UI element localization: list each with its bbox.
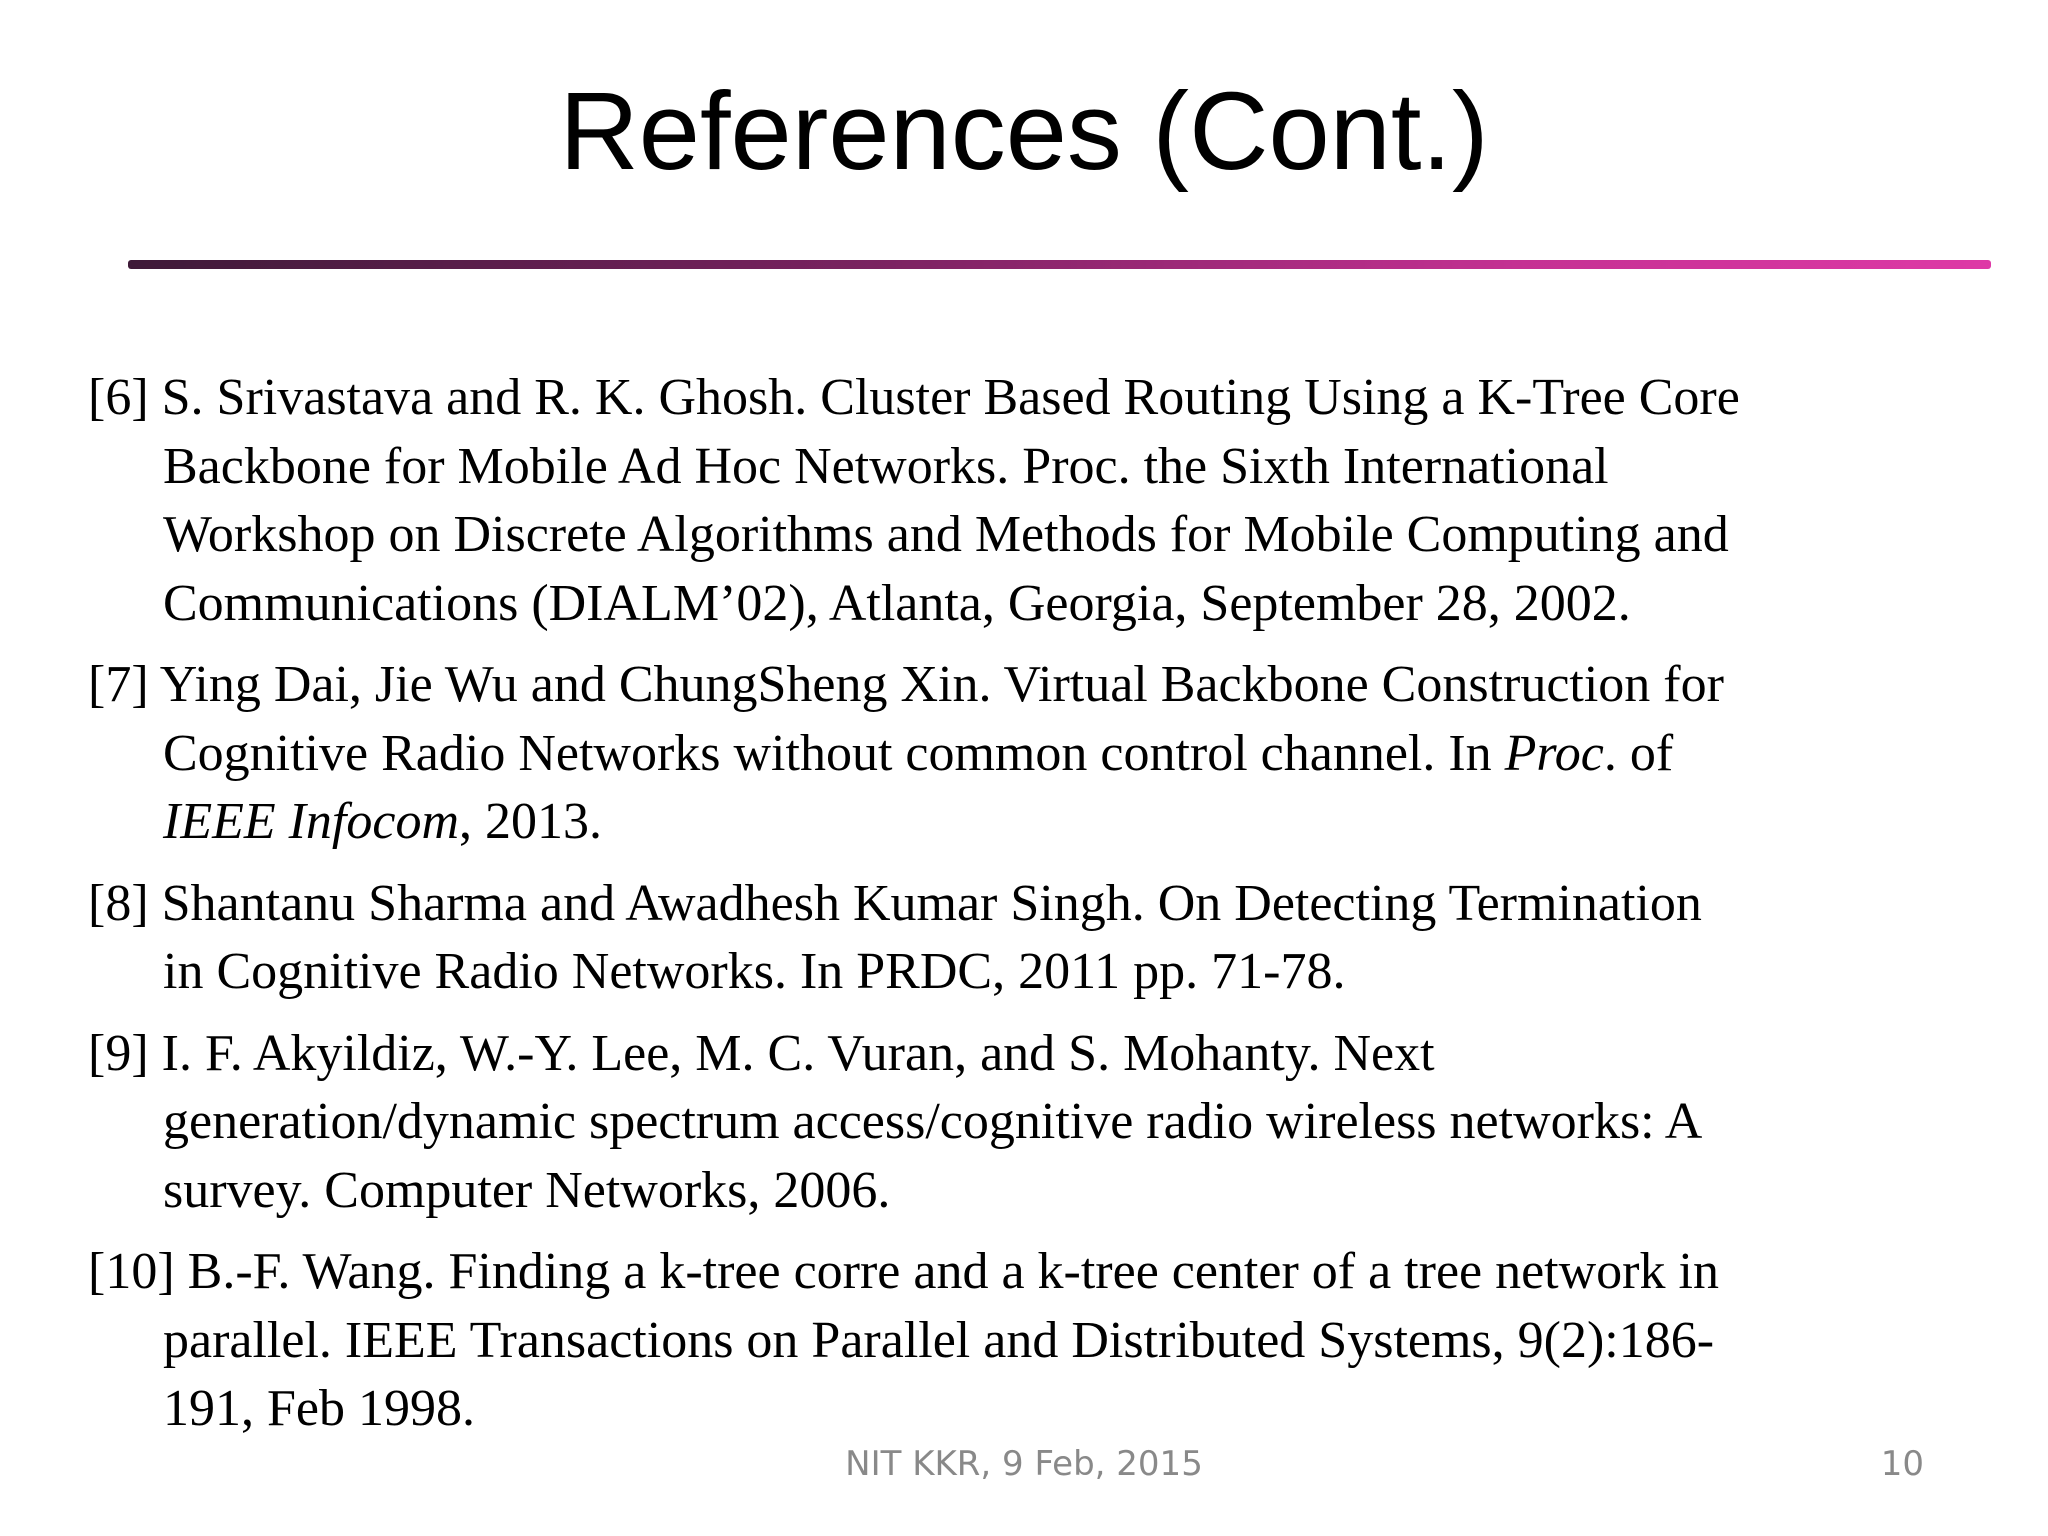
reference-8 <box>88 870 2008 1007</box>
reference-italic-text: Proc <box>1504 724 1604 782</box>
page-number: 10 <box>1880 1444 1924 1484</box>
reference-text: , 2013. <box>459 793 603 850</box>
reference-line: Backbone for Mobile Ad Hoc Networks. Proc. the Sixth International <box>163 437 1609 495</box>
reference-line <box>88 720 2008 789</box>
reference-line: survey. Computer Networks, 2006. <box>163 1161 891 1219</box>
reference-7 <box>88 651 2008 857</box>
reference-text: . of <box>1603 724 1674 782</box>
reference-list <box>88 364 2008 1457</box>
reference-10 <box>88 1238 2008 1444</box>
slide-footer: NIT KKR, 9 Feb, 2015 <box>845 1444 1203 1484</box>
reference-text: Cognitive Radio Networks without common control channel. In <box>163 724 1505 782</box>
reference-line: [9] I. F. Akyildiz, W.-Y. Lee, M. C. Vuran, and S. Mohanty. Next <box>88 1024 1435 1082</box>
reference-line: Communications (DIALM’02), Atlanta, Georgia, September 28, 2002. <box>163 574 1631 632</box>
reference-line: [6] S. Srivastava and R. K. Ghosh. Cluster Based Routing Using a K-Tree Core <box>88 369 1740 426</box>
reference-italic-text: IEEE Infocom <box>163 793 460 850</box>
reference-line: Workshop on Discrete Algorithms and Methods for Mobile Computing and <box>163 506 1729 563</box>
reference-line: [7] Ying Dai, Jie Wu and ChungSheng Xin. Virtual Backbone Construction for <box>88 656 1724 713</box>
slide-title: References (Cont.) <box>559 70 1489 193</box>
reference-line: generation/dynamic spectrum access/cognitive radio wireless networks: A <box>163 1093 1703 1150</box>
reference-line: [10] B.-F. Wang. Finding a k-tree corre and a k-tree center of a tree network in <box>88 1243 1719 1300</box>
reference-9 <box>88 1020 2008 1226</box>
reference-line: [8] Shantanu Sharma and Awadhesh Kumar Singh. On Detecting Termination <box>88 874 1702 932</box>
reference-6 <box>88 364 2008 638</box>
title-divider <box>128 260 1991 269</box>
reference-line: 191, Feb 1998. <box>163 1380 475 1437</box>
reference-line: parallel. IEEE Transactions on Parallel and Distributed Systems, 9(2):186- <box>163 1311 1715 1369</box>
reference-line <box>88 788 2008 857</box>
reference-line: in Cognitive Radio Networks. In PRDC, 2011 pp. 71-78. <box>163 943 1346 1000</box>
